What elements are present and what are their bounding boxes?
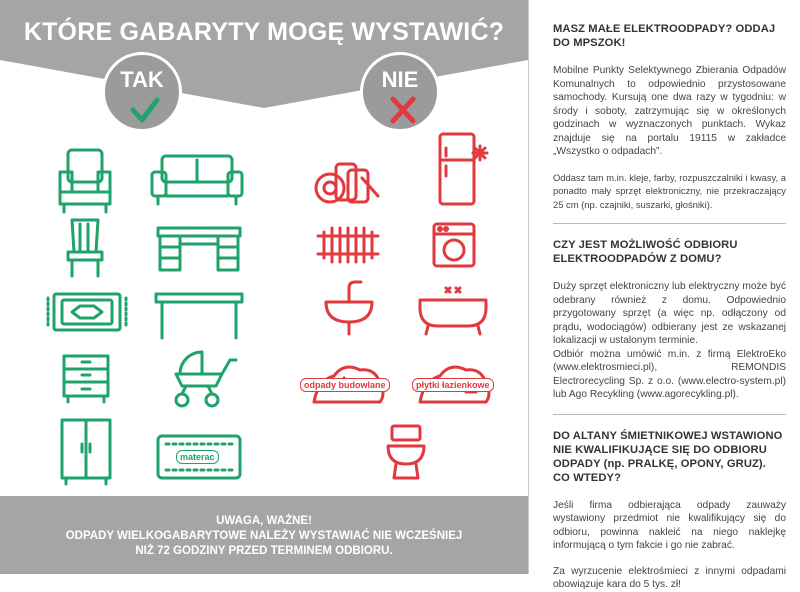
sofa-icon — [152, 156, 242, 204]
wardrobe-icon — [62, 420, 110, 484]
radiator-icon — [318, 228, 378, 262]
rug-icon — [48, 294, 126, 330]
sink-icon — [326, 282, 372, 334]
no-label: NIE — [381, 67, 419, 92]
page-title: KTÓRE GABARYTY MOGĘ WYSTAWIĆ? — [23, 18, 505, 46]
heading-home-pickup: CZY JEST MOŻLIWOŚĆ ODBIORU ELEKTROODPADÓW Z DOMU? — [553, 239, 738, 265]
warning-line-3: NIŻ 72 GODZINY PRZED TERMINEM ODBIORU. — [135, 545, 393, 557]
fridge-icon — [440, 134, 487, 204]
bathtub-icon — [420, 288, 486, 334]
armchair-icon — [60, 150, 110, 212]
toilet-icon — [388, 426, 424, 478]
warning-footer — [0, 496, 528, 574]
stroller-icon — [176, 352, 236, 406]
washing-machine-icon — [434, 224, 474, 266]
divider — [553, 223, 786, 224]
tiles-label: płytki łazienkowe — [412, 378, 494, 392]
divider — [553, 414, 786, 415]
paragraph-sticker: Jeśli firma odbierająca odpady zauważy wystawiony przedmiot nie kwalifikujący się do odbioru, powinna nakleić na niego naklejkę informującą o tym fakcie i go nie zabrać. — [553, 499, 786, 551]
paragraph-accepted-items: Oddasz tam m.in. kleje, farby, rozpuszczalniki i kwasy, a ponadto mały sprzęt elektroniczny, nie przekraczający 25 cm (np. czajniki, suszarki, głośniki). — [553, 171, 786, 210]
tires-icon — [316, 164, 378, 202]
paragraph-pickup-companies: Odbiór można umówić m.in. z firmą ElektroEko (www.elektrosmieci.pl), REMONDIS Electrorecycling Sp. z o.o. (www.electro-system.pl) lub Ago Recykling (www.agorecykling.pl). — [553, 348, 786, 400]
warning-title: UWAGA, WAŻNE! — [216, 515, 312, 527]
paragraph-mpszok: Mobilne Punkty Selektywnego Zbierania Odpadów Komunalnych to odpowiednio przystosowane samochody. Kursują one dwa razy w tygodniu: w środy i soboty, zatrzymując się w określonych godzinach w wyznaczonych punktach. Wykaz znajduje się na portalu 19115 w zakładce „Wszystko o odpadach”. — [553, 65, 786, 157]
rubble-label: odpady budowlane — [300, 378, 390, 392]
paragraph-fine: Za wyrzucenie elektrośmieci z innymi odpadami obowiązuje kara do 5 tys. zł! — [553, 565, 786, 590]
dresser-icon — [64, 356, 108, 402]
chair-icon — [68, 220, 102, 276]
heading-small-ewaste: MASZ MAŁE ELEKTROODPADY? ODDAJ DO MPSZOK! — [553, 23, 776, 49]
info-panel — [528, 0, 800, 590]
warning-line-2: ODPADY WIELKOGABARYTOWE NALEŻY WYSTAWIAĆ NIE WCZEŚNIEJ — [65, 530, 463, 542]
table-icon — [156, 294, 242, 338]
yes-label: TAK — [120, 67, 164, 92]
desk-icon — [158, 228, 240, 270]
paragraph-large-equipment: Duży sprzęt elektroniczny lub elektryczny może być odebrany również z domu. Odpowiednio przygotowany sprzęt (a więc np. odłączony od prądu, wodociągów) odbierany jest ze wskazanej lokalizacji w ustalonym terminie. — [553, 281, 786, 346]
mattress-label: materac — [176, 450, 219, 464]
heading-non-qualifying: DO ALTANY ŚMIETNIKOWEJ WSTAWIONO NIE KWALIFIKUJĄCE SIĘ DO ODBIORU ODPADY (np. PRALKĘ, OPONY, GRUZ). CO WTEDY? — [553, 429, 783, 484]
